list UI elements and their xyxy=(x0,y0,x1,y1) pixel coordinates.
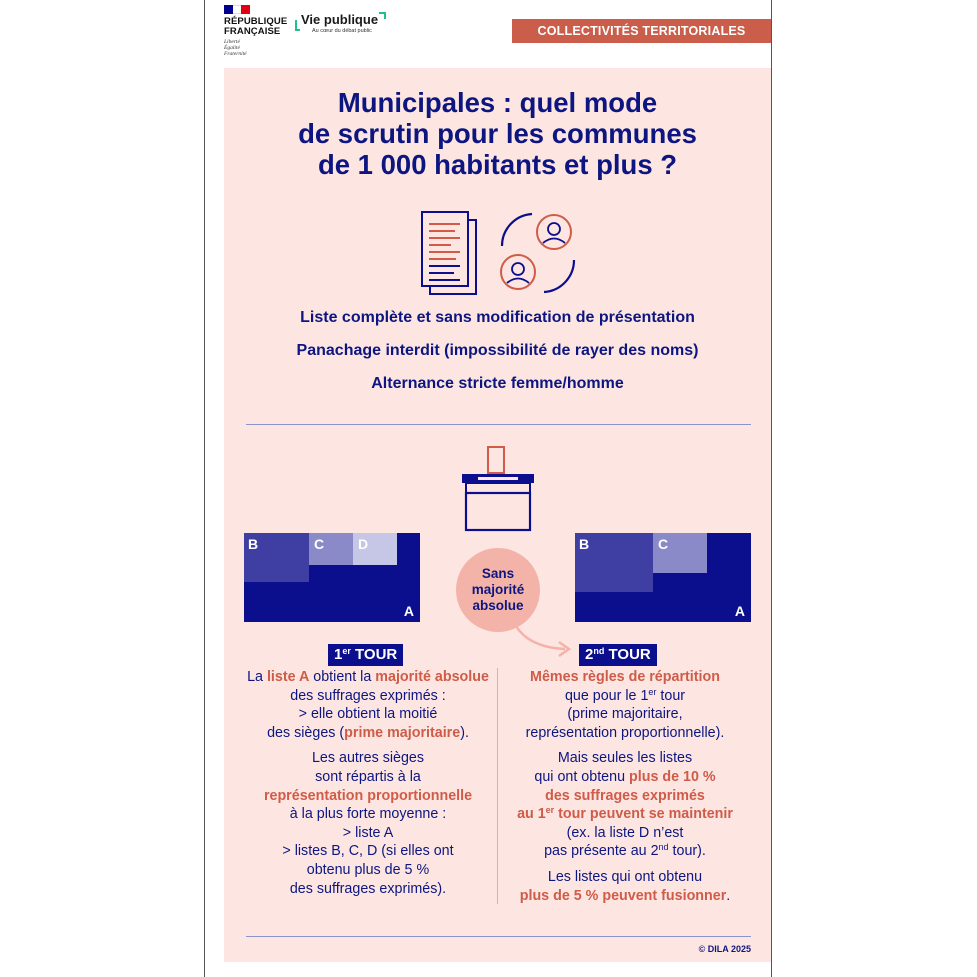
arrow-icon xyxy=(509,613,579,661)
page-border-right xyxy=(771,0,772,977)
seat-label-a: A xyxy=(734,603,745,619)
badge-tour-2: 2nd TOUR xyxy=(579,644,657,666)
tour-2-paragraph-3: Les listes qui ont obtenu plus de 5 % peuvent fusionner. xyxy=(519,868,731,904)
rule-item: Alternance stricte femme/homme xyxy=(371,375,624,392)
bubble-line-1: Sans xyxy=(481,566,515,581)
motto-egalite: Égalité xyxy=(224,45,240,51)
page-title xyxy=(224,87,771,180)
copyright: © DILA 2025 xyxy=(698,944,751,954)
seat-chart-tour-2 xyxy=(575,533,751,622)
republique-francaise-logo xyxy=(224,5,287,57)
republic-line-2: FRANÇAISE xyxy=(224,26,281,37)
french-flag-icon xyxy=(224,5,250,14)
seat-label-a: A xyxy=(403,603,414,619)
rule-item: Panachage interdit (impossibilité de rayer des noms) xyxy=(296,342,699,359)
brand-tagline: Au cœur du débat public xyxy=(312,28,372,34)
header xyxy=(205,0,771,68)
tour-1-text xyxy=(241,668,495,905)
rules-list xyxy=(224,308,771,407)
seat-label-b: B xyxy=(579,536,590,552)
republic-line-1: RÉPUBLIQUE xyxy=(224,16,288,27)
seat-chart-tour-1 xyxy=(244,533,420,622)
divider xyxy=(246,424,751,425)
tour-2-paragraph-1: Mêmes règles de répartition que pour le 1er tour (prime majoritaire, représentation proportionnelle). xyxy=(525,669,725,741)
brand-name: Vie publique xyxy=(295,12,378,27)
vie-publique-logo xyxy=(295,12,378,34)
bubble-line-3: absolue xyxy=(472,598,524,613)
seat-label-b: B xyxy=(248,536,259,552)
motto-liberte: Liberté xyxy=(224,39,240,45)
title-line-3: de 1 000 habitants et plus ? xyxy=(317,149,678,180)
footer-divider xyxy=(246,936,751,937)
document-icon xyxy=(420,210,484,300)
seat-label-c: C xyxy=(658,536,669,552)
title-line-2: de scrutin pour les communes xyxy=(298,118,697,149)
seat-label-c: C xyxy=(314,536,325,552)
column-separator xyxy=(497,668,498,904)
motto-fraternite: Fraternité xyxy=(224,51,247,57)
rule-item: Liste complète et sans modification de présentation xyxy=(300,309,695,326)
content-panel xyxy=(224,68,771,962)
category-tag: COLLECTIVITÉS TERRITORIALES xyxy=(512,19,771,43)
ballot-box-icon xyxy=(460,446,536,534)
tour-2-paragraph-2: Mais seules les listes qui ont obtenu plus de 10 % des suffrages exprimés au 1er tour peuvent se maintenir (ex. la liste D n’est pas présente au 2nd tour). xyxy=(517,750,733,860)
tour-2-text xyxy=(500,668,750,912)
badge-tour-1: 1er TOUR xyxy=(328,644,403,666)
tour-1-paragraph-2: Les autres sièges sont répartis à la représentation proportionnelle à la plus forte moyenne : > liste A > listes B, C, D (si elles ont obtenu plus de 5 % des suffrages exprimés). xyxy=(263,750,473,897)
bubble-line-2: majorité xyxy=(471,582,525,597)
tour-1-paragraph-1: La liste A obtient la majorité absolue des suffrages exprimés : > elle obtient la moitié des sièges (prime majoritaire). xyxy=(247,669,489,741)
page-border-left xyxy=(204,0,205,977)
seat-label-d: D xyxy=(358,536,369,552)
person-icon xyxy=(494,208,580,298)
title-line-1: Municipales : quel mode xyxy=(337,87,658,118)
